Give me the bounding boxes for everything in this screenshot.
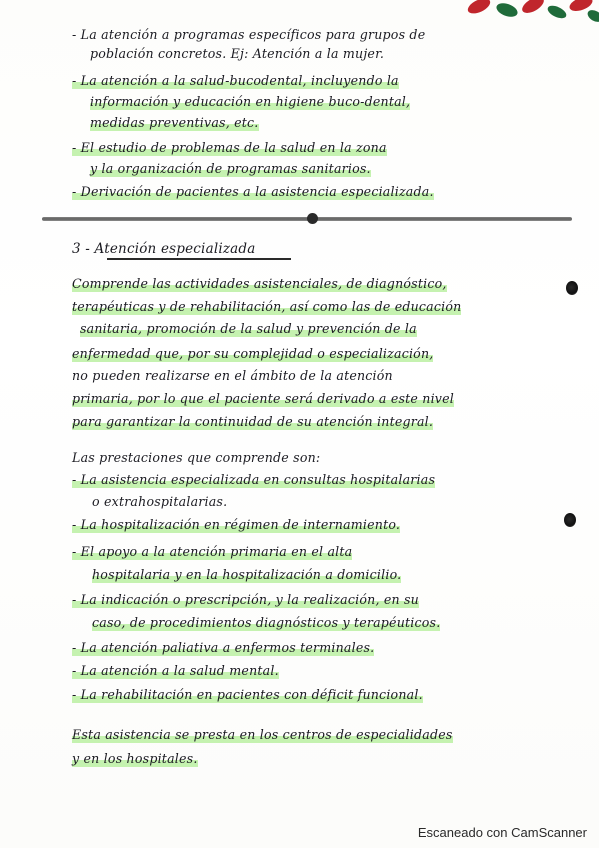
service-2-line-1: - La hospitalización en régimen de internamiento. xyxy=(72,517,401,532)
top-bullet-1-line-2: población concretos. Ej: Atención a la mujer. xyxy=(90,46,385,61)
top-bullet-4-line-1: - Derivación de pacientes a la asistencia especializada. xyxy=(72,184,434,199)
service-3-line-2: hospitalaria y en la hospitalización a domicilio. xyxy=(92,567,402,582)
service-7-line-1: - La rehabilitación en pacientes con déficit funcional. xyxy=(72,687,423,702)
logo-leaves xyxy=(466,0,599,24)
top-bullet-2-line-2: información y educación en higiene buco-dental, xyxy=(90,94,411,109)
paragraph-line-3: sanitaria, promoción de la salud y prevención de la xyxy=(80,321,417,336)
paragraph-line-7: para garantizar la continuidad de su atención integral. xyxy=(72,414,434,429)
service-3-line-1: - El apoyo a la atención primaria en el alta xyxy=(72,544,353,559)
top-bullet-3-line-1: - El estudio de problemas de la salud en la zona xyxy=(72,140,387,155)
punch-hole-bottom xyxy=(564,513,576,527)
top-bullet-1-line-1: - La atención a programas específicos para grupos de xyxy=(72,27,426,42)
camscanner-logo xyxy=(449,0,599,30)
punch-hole-top xyxy=(566,281,578,295)
service-4-line-2: caso, de procedimientos diagnósticos y terapéuticos. xyxy=(92,615,441,630)
closing-line-2: y en los hospitales. xyxy=(72,751,198,766)
closing-line-1: Esta asistencia se presta en los centros de especialidades xyxy=(72,727,453,742)
service-4-line-1: - La indicación o prescripción, y la realización, en su xyxy=(72,592,419,607)
scanner-watermark: Escaneado con CamScanner xyxy=(417,825,587,840)
top-bullet-3-line-2: y la organización de programas sanitarios. xyxy=(90,161,371,176)
section-title: 3 - Atención especializada xyxy=(72,241,256,257)
top-bullet-2-line-3: medidas preventivas, etc. xyxy=(90,115,259,130)
divider-knot xyxy=(307,213,318,224)
top-bullet-2-line-1: - La atención a la salud-bucodental, incluyendo la xyxy=(72,73,399,88)
services-intro: Las prestaciones que comprende son: xyxy=(72,450,321,465)
paragraph-line-5: no pueden realizarse en el ámbito de la atención xyxy=(72,368,393,383)
paragraph-line-4: enfermedad que, por su complejidad o especialización, xyxy=(72,346,434,361)
title-underline xyxy=(107,258,291,260)
service-1-line-1: - La asistencia especializada en consultas hospitalarias xyxy=(72,472,436,487)
service-5-line-1: - La atención paliativa a enfermos terminales. xyxy=(72,640,375,655)
service-6-line-1: - La atención a la salud mental. xyxy=(72,663,279,678)
paragraph-line-1: Comprende las actividades asistenciales, de diagnóstico, xyxy=(72,276,447,291)
paragraph-line-2: terapéuticas y de rehabilitación, así como las de educación xyxy=(72,299,462,314)
service-1-line-2: o extrahospitalarias. xyxy=(92,494,228,509)
paragraph-line-6: primaria, por lo que el paciente será derivado a este nivel xyxy=(72,391,455,406)
